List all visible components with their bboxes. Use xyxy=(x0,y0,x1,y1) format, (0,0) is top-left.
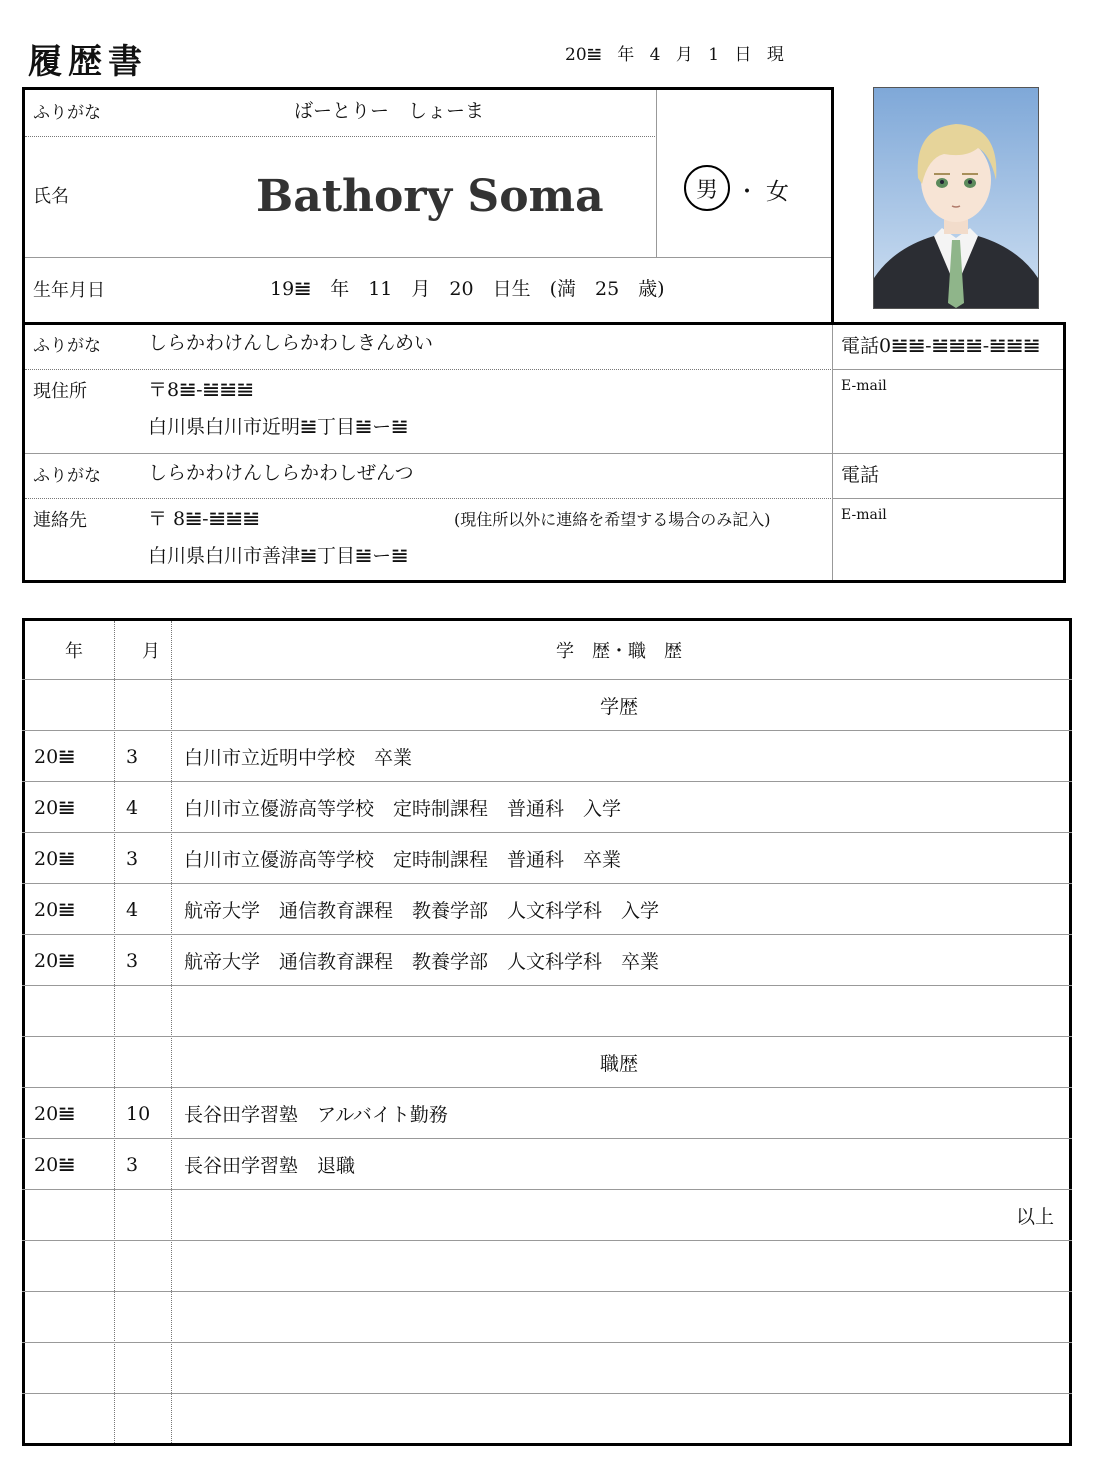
history-table xyxy=(22,618,1072,1446)
row-text xyxy=(184,1292,1054,1343)
contact-furigana-label: ふりがな xyxy=(33,466,101,486)
address-label: 現住所 xyxy=(33,381,87,402)
table-row xyxy=(22,1189,1072,1241)
address-furigana-value: しらかわけんしらかわしきんめい xyxy=(148,332,434,354)
row-text xyxy=(184,986,1054,1037)
phone-value: 0𝌡𝌡-𝌡𝌡𝌡-𝌡𝌡𝌡 xyxy=(879,335,1041,357)
row-month xyxy=(126,1037,176,1088)
address-line: 白川県白川市近明𝌡丁目𝌡ー𝌡 xyxy=(148,416,409,438)
divider xyxy=(25,257,831,258)
furigana-label: ふりがな xyxy=(33,103,101,123)
table-row xyxy=(22,1240,1072,1292)
row-year: 20𝌡 xyxy=(34,1102,76,1125)
gender-female: 女 xyxy=(766,179,789,205)
row-month: 3 xyxy=(126,745,139,768)
birth-value: 19𝌡 年 11 月 20 日生 (満 25 歳) xyxy=(270,278,665,300)
row-month xyxy=(126,680,176,731)
table-row xyxy=(22,1291,1072,1343)
contact-phone-label: 電話 xyxy=(841,464,880,486)
name-value: Bathory Soma xyxy=(256,171,604,222)
row-month xyxy=(126,1292,176,1343)
email-label: E-mail xyxy=(841,378,887,394)
row-text xyxy=(184,1343,1054,1394)
table-row xyxy=(22,883,1072,935)
row-year xyxy=(34,1394,114,1445)
divider xyxy=(833,369,1063,370)
address-furigana-label: ふりがな xyxy=(33,336,101,356)
row-year xyxy=(34,680,114,731)
row-year: 20𝌡 xyxy=(34,745,76,768)
contact-note: (現住所以外に連絡を希望する場合のみ記入) xyxy=(454,510,771,529)
row-text: 航帝大学 通信教育課程 教養学部 人文科学科 入学 xyxy=(184,900,660,922)
row-text: 長谷田学習塾 アルバイト勤務 xyxy=(184,1104,448,1126)
phone-label-text: 電話 xyxy=(841,335,880,357)
row-text: 長谷田学習塾 退職 xyxy=(184,1155,356,1177)
gender-separator: ・ xyxy=(736,180,759,205)
row-year: 20𝌡 xyxy=(34,796,76,819)
table-row xyxy=(22,781,1072,833)
row-month: 3 xyxy=(126,847,139,870)
divider xyxy=(25,136,657,137)
table-row xyxy=(22,679,1072,731)
divider xyxy=(25,498,831,499)
row-text: 航帝大学 通信教育課程 教養学部 人文科学科 卒業 xyxy=(184,951,660,973)
row-month xyxy=(126,1190,176,1241)
divider xyxy=(25,369,831,370)
row-text xyxy=(184,1241,1054,1292)
row-month xyxy=(126,1343,176,1394)
gender-male-circled xyxy=(684,165,730,211)
row-year: 20𝌡 xyxy=(34,1153,76,1176)
document-title: 履歴書 xyxy=(28,42,148,82)
row-month: 10 xyxy=(126,1102,151,1125)
table-row xyxy=(22,1342,1072,1394)
contact-postal: 〒 8𝌡-𝌡𝌡𝌡 xyxy=(148,508,260,530)
birth-label: 生年月日 xyxy=(33,280,105,301)
furigana-value: ばーとりー しょーま xyxy=(294,100,485,122)
col-year-header: 年 xyxy=(65,641,83,662)
row-month: 4 xyxy=(126,898,139,921)
table-row xyxy=(22,1087,1072,1139)
row-text xyxy=(184,1394,1054,1445)
contact-label: 連絡先 xyxy=(33,510,87,531)
row-month: 3 xyxy=(126,1153,139,1176)
contact-address-line: 白川県白川市善津𝌡丁目𝌡ー𝌡 xyxy=(148,545,409,567)
row-text: 白川市立優游高等学校 定時制課程 普通科 卒業 xyxy=(184,849,622,871)
name-label: 氏名 xyxy=(33,186,69,207)
table-row xyxy=(22,1138,1072,1190)
row-month: 4 xyxy=(126,796,139,819)
col-month-header: 月 xyxy=(142,641,160,662)
row-month: 3 xyxy=(126,949,139,972)
contact-furigana-value: しらかわけんしらかわしぜんつ xyxy=(148,462,414,484)
row-year xyxy=(34,1037,114,1088)
table-row xyxy=(22,985,1072,1037)
row-month xyxy=(126,986,176,1037)
row-year xyxy=(34,1241,114,1292)
divider xyxy=(833,498,1063,499)
row-month xyxy=(126,1241,176,1292)
table-row xyxy=(22,730,1072,782)
table-row xyxy=(22,934,1072,986)
phone-label xyxy=(841,331,1040,358)
gender-male: 男 xyxy=(695,177,718,203)
row-year xyxy=(34,1343,114,1394)
table-row xyxy=(22,1036,1072,1088)
row-year xyxy=(34,986,114,1037)
divider xyxy=(25,453,1063,454)
contact-email-label: E-mail xyxy=(841,507,887,523)
row-month xyxy=(126,1394,176,1445)
table-row xyxy=(22,832,1072,884)
row-text: 学歴 xyxy=(599,696,638,718)
row-year xyxy=(34,1292,114,1343)
row-text: 白川市立優游高等学校 定時制課程 普通科 入学 xyxy=(184,798,622,820)
row-year: 20𝌡 xyxy=(34,898,76,921)
history-header-row xyxy=(22,621,1072,679)
row-text: 白川市立近明中学校 卒業 xyxy=(184,747,413,769)
row-year: 20𝌡 xyxy=(34,847,76,870)
profile-photo xyxy=(873,87,1039,309)
row-text: 職歴 xyxy=(599,1053,638,1075)
col-text-header: 学 歴・職 歴 xyxy=(556,641,682,662)
divider xyxy=(656,90,657,258)
row-year xyxy=(34,1190,114,1241)
address-postal: 〒8𝌡-𝌡𝌡𝌡 xyxy=(148,379,254,401)
document-date: 20𝌡 年 4 月 1 日 現 xyxy=(565,45,784,65)
table-row xyxy=(22,1393,1072,1445)
row-year: 20𝌡 xyxy=(34,949,76,972)
portrait-illustration xyxy=(874,88,1038,308)
row-text: 以上 xyxy=(1015,1206,1054,1228)
